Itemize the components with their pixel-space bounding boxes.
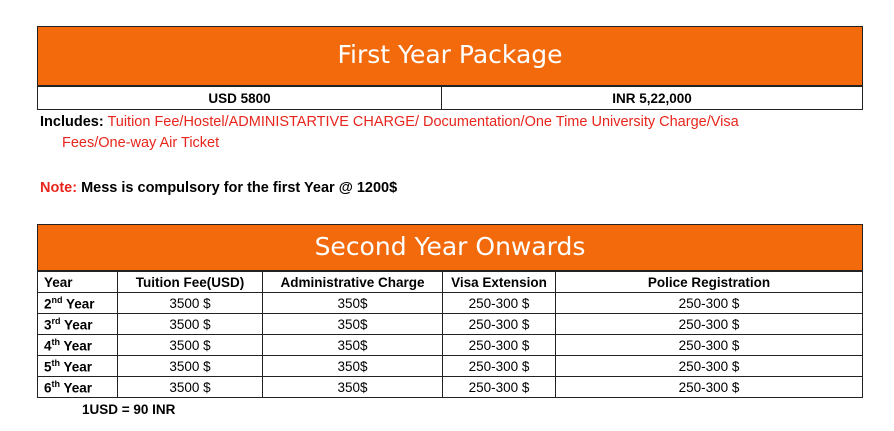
note	[40, 180, 397, 196]
header-visa: Visa Extension	[443, 272, 556, 293]
year-cell	[38, 335, 118, 356]
year-ordinal: nd	[51, 294, 63, 305]
year-cell	[38, 293, 118, 314]
table-row	[38, 335, 863, 356]
year-cell	[38, 314, 118, 335]
police-cell: 250-300 $	[556, 293, 863, 314]
admin-cell: 350$	[263, 314, 443, 335]
includes-items: Tuition Fee/Hostel/ADMINISTARTIVE CHARGE/ Documentation/One Time University Charge/Visa	[107, 114, 739, 130]
table-row	[38, 314, 863, 335]
year-ordinal: th	[51, 357, 61, 368]
includes-text	[40, 112, 850, 154]
year-suffix: Year	[62, 296, 95, 312]
year-suffix: Year	[60, 317, 93, 333]
year-suffix: Year	[60, 380, 93, 396]
table-header-row	[38, 272, 863, 293]
visa-cell: 250-300 $	[443, 293, 556, 314]
includes-line-1	[40, 112, 850, 133]
admin-cell: 350$	[263, 377, 443, 398]
table-row	[38, 356, 863, 377]
table-row	[38, 377, 863, 398]
note-label: Note:	[40, 180, 78, 196]
second-year-title: Second Year Onwards	[37, 224, 863, 271]
year-number: 4	[44, 338, 52, 354]
tuition-cell: 3500 $	[118, 377, 263, 398]
includes-label: Includes:	[40, 114, 104, 130]
tuition-cell: 3500 $	[118, 293, 263, 314]
first-year-title: First Year Package	[37, 26, 863, 86]
header-tuition: Tuition Fee(USD)	[118, 272, 263, 293]
includes-line-2: Fees/One-way Air Ticket	[62, 135, 220, 151]
year-ordinal: th	[51, 336, 61, 347]
police-cell: 250-300 $	[556, 356, 863, 377]
exchange-rate: 1USD = 90 INR	[82, 402, 176, 417]
first-year-price-table	[37, 86, 863, 110]
admin-cell: 350$	[263, 293, 443, 314]
year-cell	[38, 377, 118, 398]
price-usd: USD 5800	[38, 87, 442, 110]
police-cell: 250-300 $	[556, 377, 863, 398]
year-number: 3	[44, 317, 52, 333]
year-number: 5	[44, 359, 52, 375]
year-number: 6	[44, 380, 52, 396]
year-number: 2	[44, 296, 52, 312]
year-cell	[38, 356, 118, 377]
admin-cell: 350$	[263, 335, 443, 356]
police-cell: 250-300 $	[556, 335, 863, 356]
admin-cell: 350$	[263, 356, 443, 377]
table-row	[38, 293, 863, 314]
header-year: Year	[38, 272, 118, 293]
second-year-fee-table	[37, 271, 863, 398]
visa-cell: 250-300 $	[443, 356, 556, 377]
table-row	[38, 87, 863, 110]
visa-cell: 250-300 $	[443, 377, 556, 398]
year-suffix: Year	[60, 338, 93, 354]
year-ordinal: rd	[51, 315, 61, 326]
tuition-cell: 3500 $	[118, 335, 263, 356]
year-ordinal: th	[51, 378, 61, 389]
header-police: Police Registration	[556, 272, 863, 293]
tuition-cell: 3500 $	[118, 356, 263, 377]
visa-cell: 250-300 $	[443, 335, 556, 356]
note-text: Mess is compulsory for the first Year @ 1200$	[81, 180, 398, 196]
price-inr: INR 5,22,000	[442, 87, 863, 110]
tuition-cell: 3500 $	[118, 314, 263, 335]
police-cell: 250-300 $	[556, 314, 863, 335]
visa-cell: 250-300 $	[443, 314, 556, 335]
year-suffix: Year	[60, 359, 93, 375]
header-admin: Administrative Charge	[263, 272, 443, 293]
